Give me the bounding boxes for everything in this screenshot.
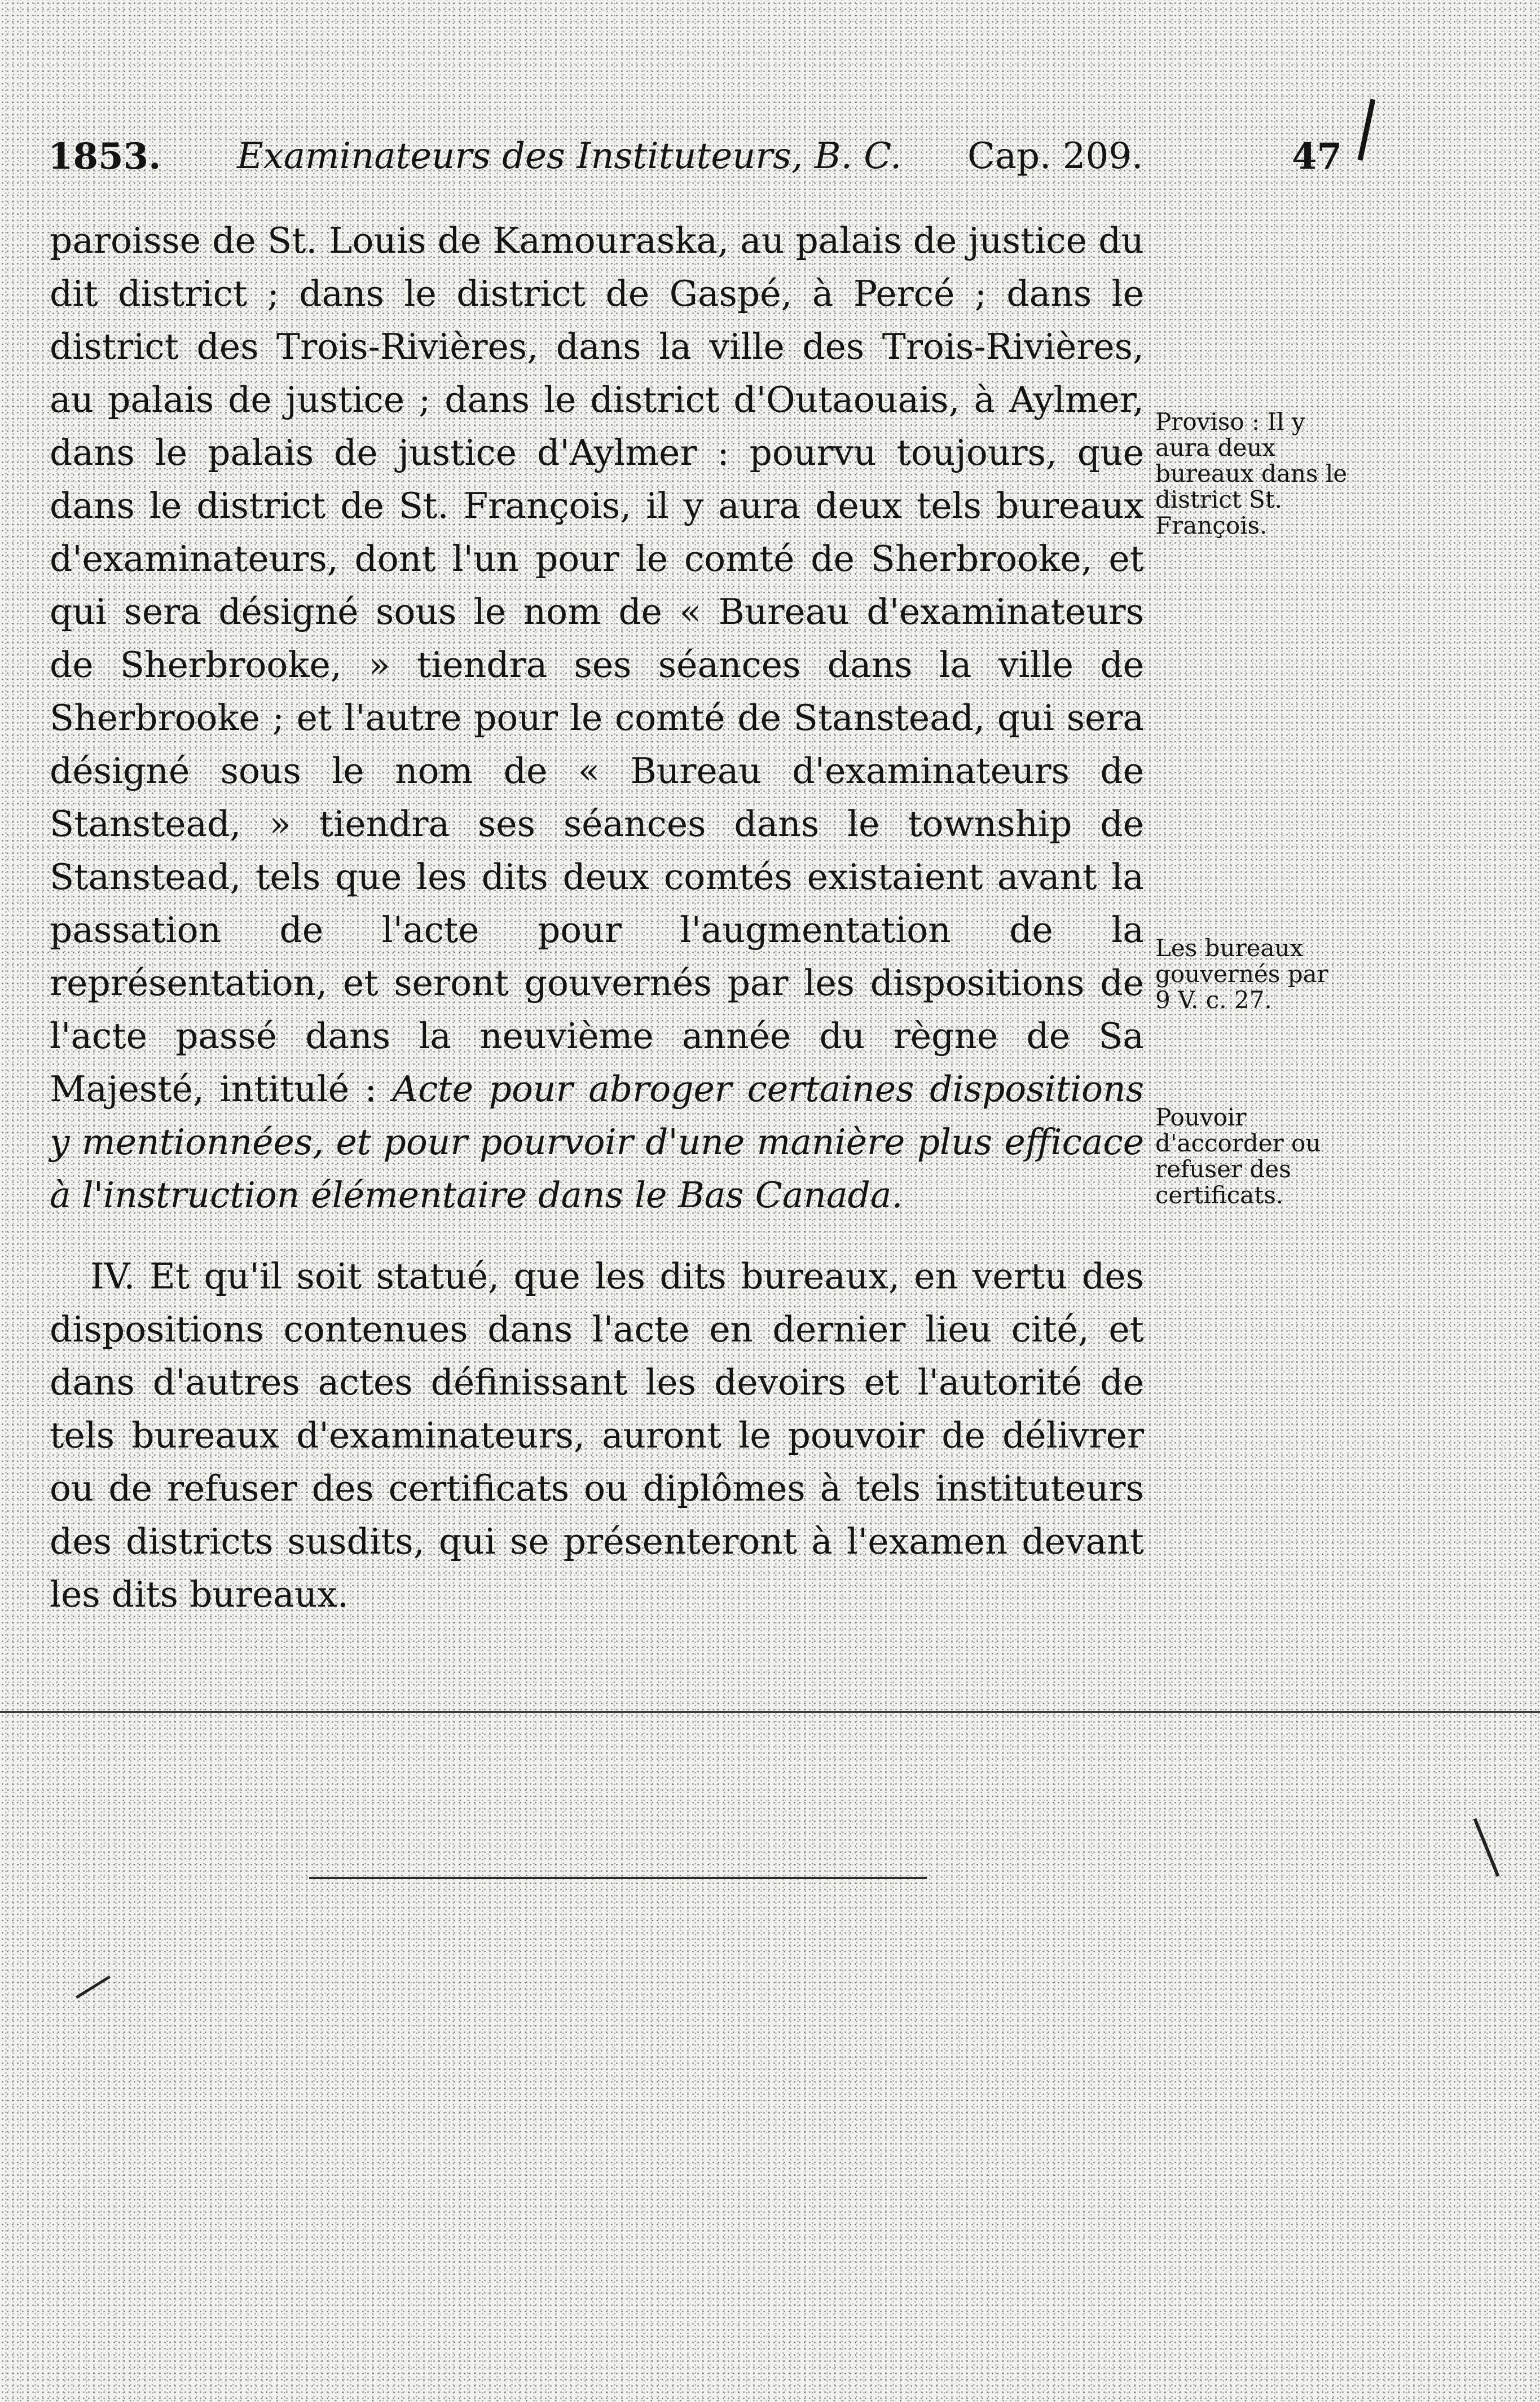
header-year: 1853.: [48, 135, 161, 178]
margin-note-proviso: Proviso : Il y aura deux bureaux dans le district St. François.: [1155, 408, 1348, 539]
body-text-column: [50, 214, 1144, 1621]
pen-tick-mark: [1358, 99, 1376, 160]
margin-note-pouvoir: Pouvoir d'accorder ou refuser des certificats.: [1155, 1103, 1321, 1209]
paragraph-text: paroisse de St. Louis de Kamouraska, au palais de justice du dit district ; dans le district de Gaspé, à Percé ; dans le district des Trois-Rivières, dans la ville des Trois-Rivières, au palais de justice ; dans le district d'Outaouais, à Aylmer, dans le palais de justice d'Aylmer : pourvu toujours, que dans le district de St. François, il y aura deux tels bureaux d'examinateurs, dont l'un pour le comté de Sherbrooke, et qui sera désigné sous le nom de « Bureau d'examinateurs de Sherbrooke, » tiendra ses séances dans la ville de Sherbrooke ; et l'autre pour le comté de Stanstead, qui sera désigné sous le nom de « Bureau d'examinateurs de Stanstead, » tiendra ses séances dans le township de Stanstead, tels que les dits deux comtés existaient avant la passation de l'acte pour l'augmentation de la représentation, et seront gouvernés par les dispositions de l'acte passé dans la neuvième année du règne de Sa Majesté, intitulé :: [50, 220, 1144, 1110]
margin-note-bureaux: Les bureaux gouvernés par 9 V. c. 27.: [1155, 934, 1328, 1014]
header-title: Examinateurs des Instituteurs, B. C.: [237, 135, 902, 177]
act-title-italic: Acte pour abroger certaines dispositions y mentionnées, et pour pourvoir d'une manière plus efficace à l'instruction élémentaire dans le Bas Canada.: [50, 1068, 1144, 1216]
header-chapter: Cap. 209.: [967, 135, 1143, 177]
running-header: [48, 135, 1362, 186]
stray-mark: [76, 1976, 111, 1999]
page-fold-rule: [0, 1711, 1540, 1713]
header-page-number: 47: [1292, 135, 1343, 178]
paragraph-continued: [50, 214, 1144, 1222]
closing-rule: [309, 1877, 927, 1879]
section-iv-paragraph: IV. Et qu'il soit statué, que les dits bureaux, en vertu des dispositions contenues dans l'acte en dernier lieu cité, et dans d'autres actes définissant les devoirs et l'autorité de tels bureaux d'examinateurs, auront le pouvoir de délivrer ou de refuser des certificats ou diplômes à tels instituteurs des districts susdits, qui se présenteront à l'examen devant les dits bureaux.: [50, 1256, 1144, 1615]
stray-mark: [1473, 1818, 1500, 1877]
